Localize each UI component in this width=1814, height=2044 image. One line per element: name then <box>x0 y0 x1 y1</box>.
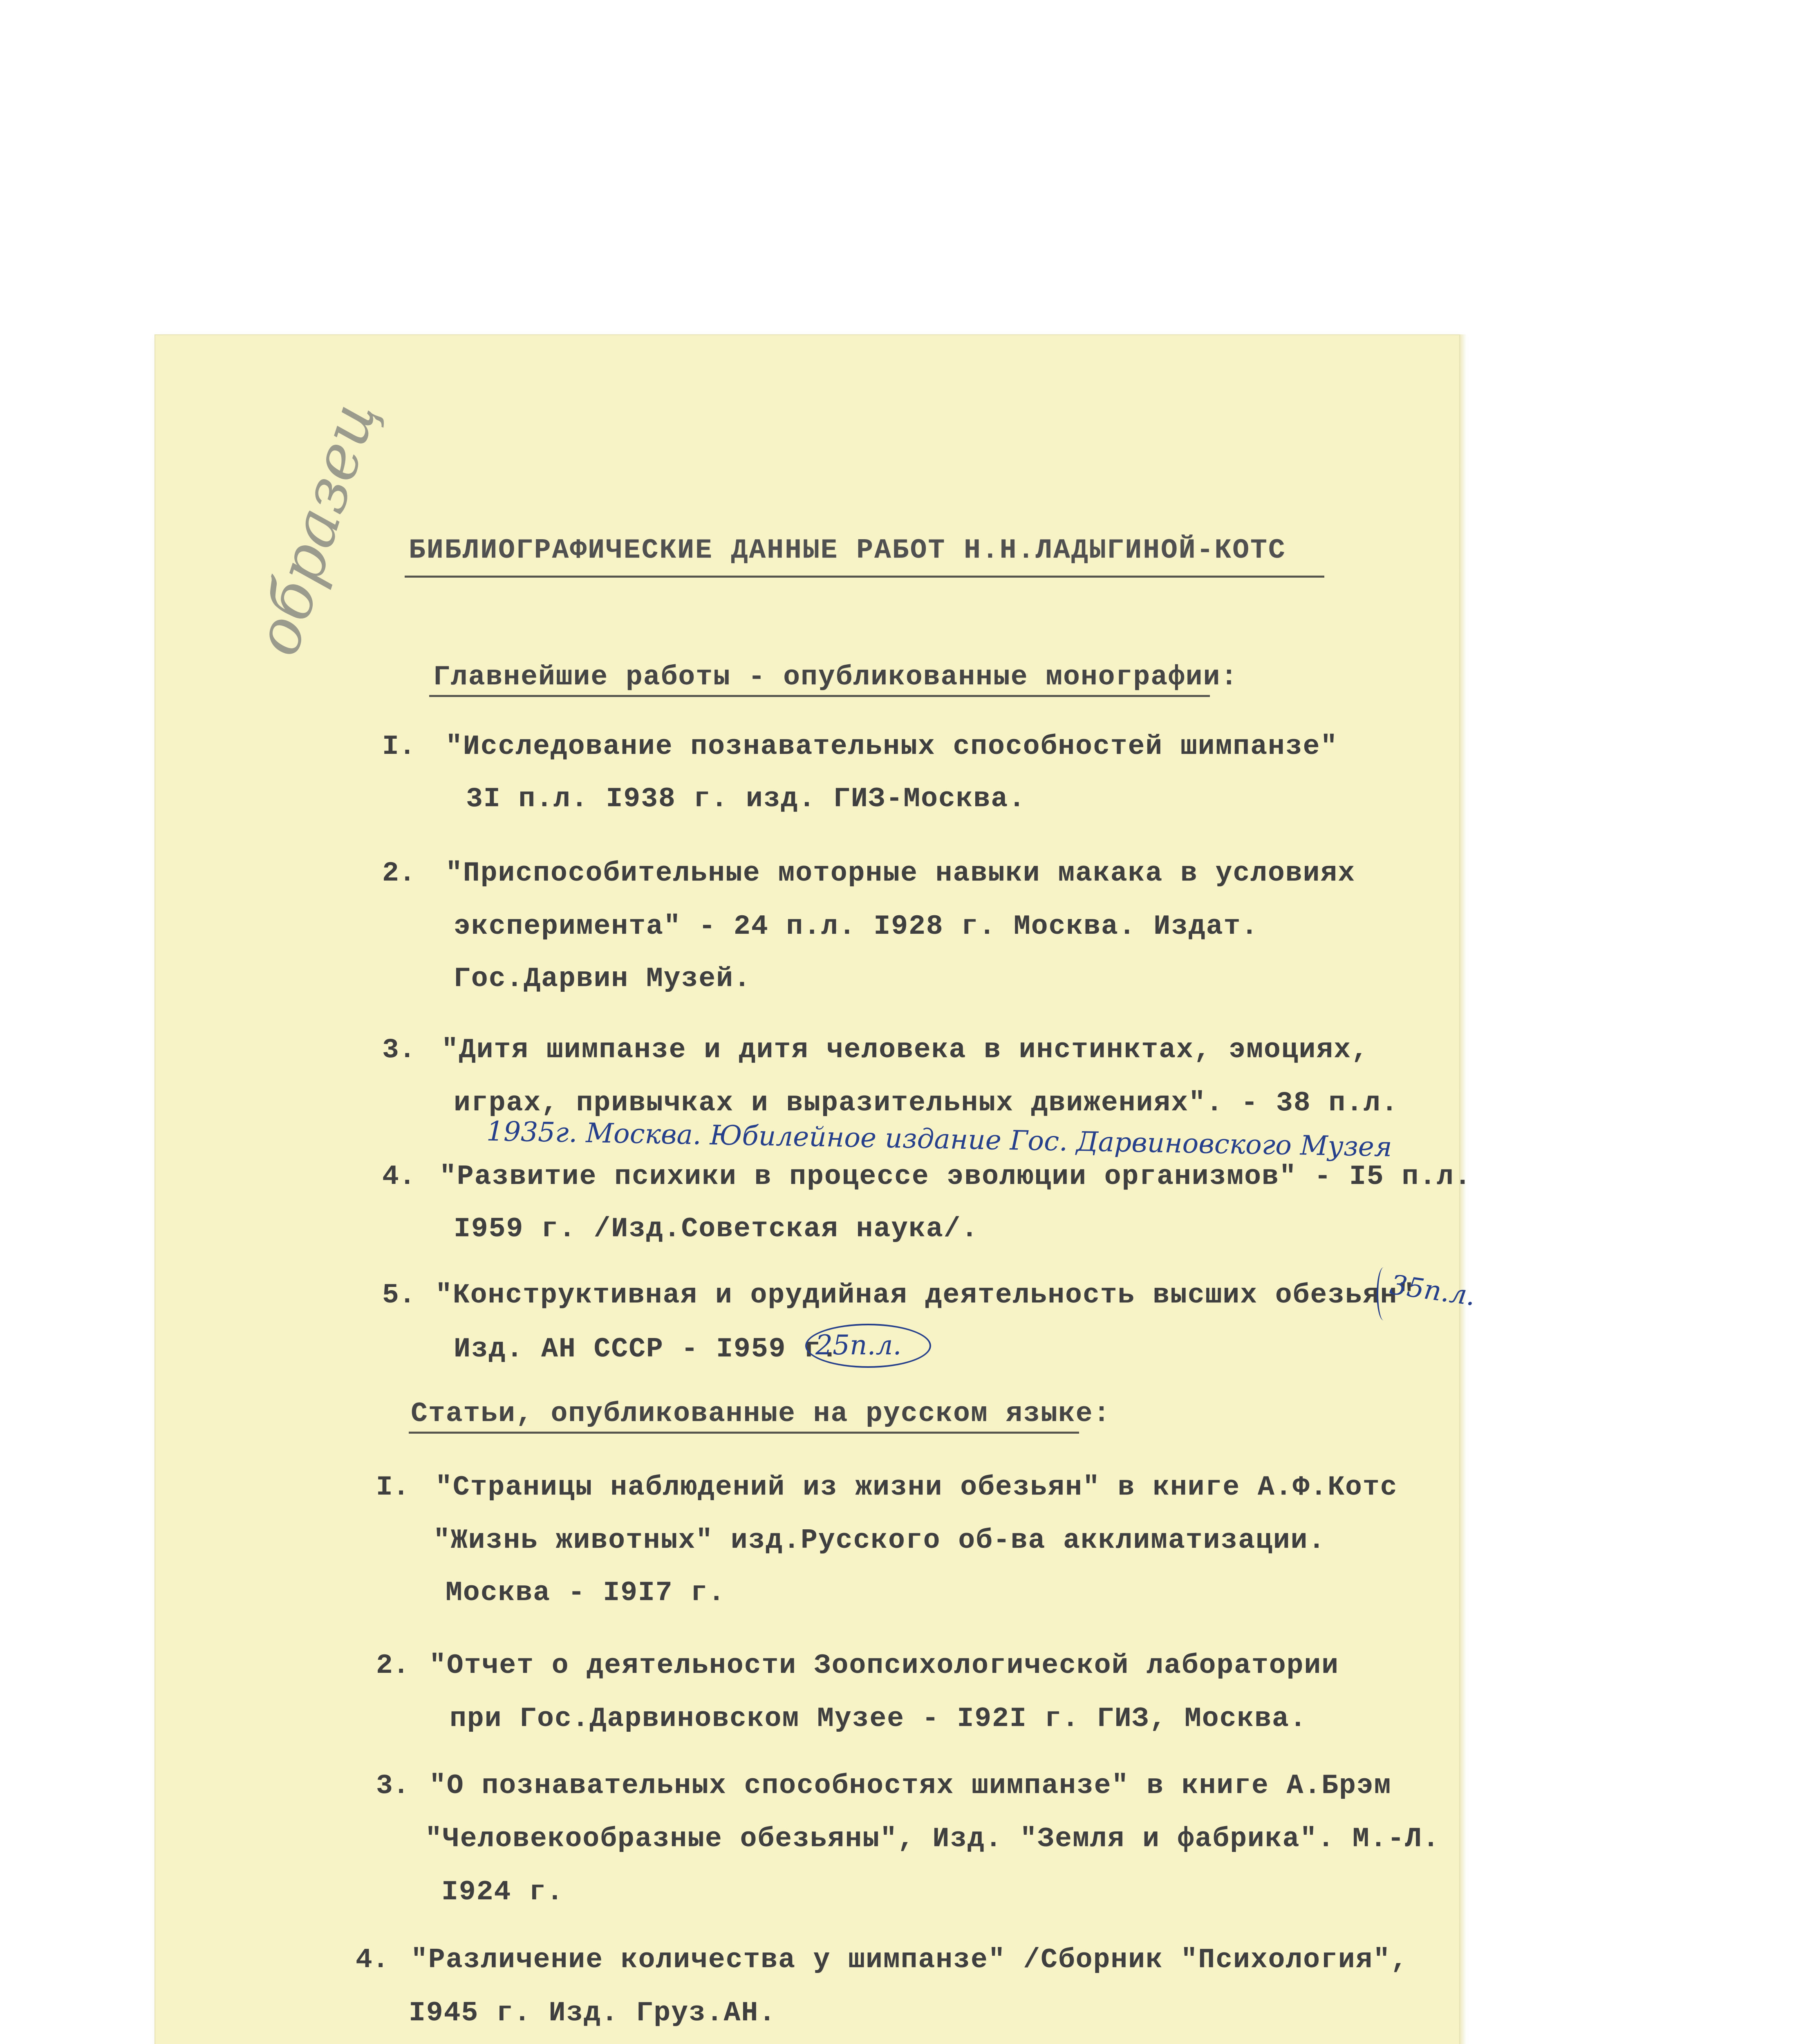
articles-heading: Статьи, опубликованные на русском языке: <box>411 1398 1111 1430</box>
handwritten-publication-note: 1935г. Москва. Юбилейное издание Гос. Дарвиновского Музея <box>486 1115 1393 1163</box>
monographs-heading: Главнейшие работы - опубликованные монографии: <box>433 661 1238 693</box>
article-line: "О познавательных способностях шимпанзе" в книге А.Брэм <box>429 1770 1392 1802</box>
monograph-line: "Приспособительные моторные навыки макака в условиях <box>446 858 1355 889</box>
monograph-line: 3I п.л. I938 г. изд. ГИЗ-Москва. <box>466 783 1026 815</box>
article-line: "Жизнь животных" изд.Русского об-ва акклиматизации. <box>433 1525 1326 1556</box>
article-line: "Человекообразные обезьяны", Изд. "Земля и фабрика". М.-Л. <box>425 1823 1440 1855</box>
monograph-number: 2. <box>382 858 416 889</box>
monograph-line: играх, привычках и выразительных движениях". - 38 п.л. <box>454 1087 1399 1119</box>
article-line: "Страницы наблюдений из жизни обезьян" в книге А.Ф.Котс <box>435 1472 1398 1503</box>
monographs-heading-underline <box>429 695 1210 697</box>
handwritten-bracket <box>805 1324 931 1368</box>
article-line: "Различение количества у шимпанзе" /Сборник "Психология", <box>411 1944 1408 1976</box>
article-line: I924 г. <box>441 1876 564 1908</box>
pencil-note: образец <box>241 392 390 664</box>
monograph-line: "Развитие психики в процессе эволюции организмов" - I5 п.л. <box>439 1161 1472 1192</box>
monograph-line: I959 г. /Изд.Советская наука/. <box>454 1213 979 1245</box>
article-number: 2. <box>376 1650 410 1681</box>
title-underline <box>405 576 1324 578</box>
monograph-line: "Исследование познавательных способностей шимпанзе" <box>446 731 1338 762</box>
monograph-number: 5. <box>382 1280 416 1311</box>
article-line: I945 г. Изд. Груз.АН. <box>409 1997 776 2029</box>
article-number: I. <box>376 1472 410 1503</box>
article-line: при Гос.Дарвиновском Музее - I92I г. ГИЗ, Москва. <box>450 1703 1307 1735</box>
monograph-number: I. <box>382 731 416 762</box>
monograph-number: 3. <box>382 1034 416 1066</box>
monograph-line: Изд. АН СССР - I959 г. <box>454 1334 839 1365</box>
handwritten-pages-note: 35п.л. <box>1388 1269 1478 1312</box>
handwritten-bracket <box>1377 1267 1391 1320</box>
article-number: 3. <box>376 1770 410 1802</box>
monograph-line: Гос.Дарвин Музей. <box>454 963 751 995</box>
articles-heading-underline <box>409 1432 1079 1434</box>
monograph-line: эксперимента" - 24 п.л. I928 г. Москва. Издат. <box>454 911 1259 942</box>
monograph-number: 4. <box>382 1161 416 1192</box>
article-number: 4. <box>356 1944 389 1976</box>
document-title: БИБЛИОГРАФИЧЕСКИЕ ДАННЫЕ РАБОТ Н.Н.ЛАДЫГИНОЙ-КОТС <box>409 535 1286 566</box>
article-line: Москва - I9I7 г. <box>446 1577 726 1609</box>
handwritten-pages-note: 25п.л. <box>815 1329 902 1361</box>
monograph-line: "Конструктивная и орудийная деятельность высших обезьян" <box>435 1280 1415 1311</box>
monograph-line: "Дитя шимпанзе и дитя человека в инстинктах, эмоциях, <box>441 1034 1369 1066</box>
article-line: "Отчет о деятельности Зоопсихологической лаборатории <box>429 1650 1339 1681</box>
